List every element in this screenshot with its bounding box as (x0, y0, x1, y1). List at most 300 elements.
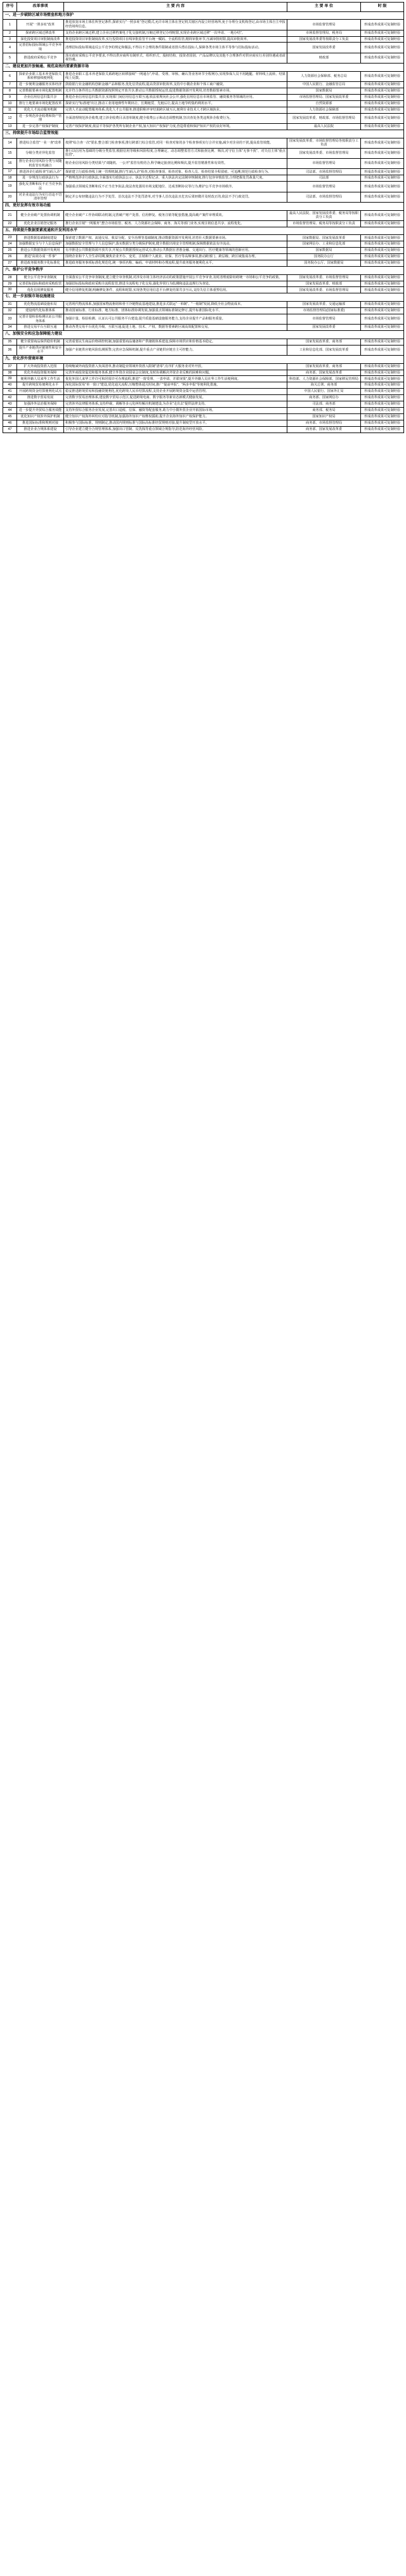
section-header-label: 二、建设更加开放畅通、规范高效的要素资源市场 (3, 64, 404, 72)
cell-no: 24 (3, 241, 17, 248)
cell-content: 推进放宽市场主体住所登记条件,探索实行"一照多址"登记模式,允许市场主体在登记机关辖区内设立经营场所,免于办理分支机构登记,由市场主体自主申报经营场所信息。 (64, 20, 287, 30)
cell-content: 落实政府采购公平竞争要求,不得以供应商所有制形式、组织形式、股权结构、投资者国别、产品品牌以及其他不合理条件对供应商实行差别待遇或者歧视待遇。 (64, 53, 287, 63)
cell-content: 完善重要民生商品价格调控机制,加强重要商品储备和产供储销体系建设,保障市场供应和价格基本稳定。 (64, 339, 287, 345)
cell-no: 44 (3, 407, 17, 413)
cell-unit: 国家发展改革委、财政部 (287, 281, 361, 287)
table-row (3, 413, 404, 420)
section-header-label: 五、持续提升数据要素流通和开发利用水平 (3, 227, 404, 235)
cell-task: 建设现代化标准体系 (17, 307, 64, 314)
table-row (3, 100, 404, 107)
table-head (3, 3, 404, 12)
section-header-row (3, 293, 404, 302)
cell-time: 形成改革成果可复制经验 (361, 235, 404, 241)
cell-unit: 自然资源部 (287, 100, 361, 107)
table-row (3, 401, 404, 408)
cell-task: 深化投资项目审批制度改革 (17, 36, 64, 43)
cell-content: 推进企业职工基本养老保险关系跨地区转移接续"一网通办",申请、受理、审核、确认等业务环节全程网办,实现参保人员不用跑腿、材料线上流转、结果线上反馈。 (64, 71, 287, 81)
cell-no: 7 (3, 82, 17, 88)
table-row (3, 260, 404, 267)
cell-no: 11 (3, 107, 17, 113)
cell-unit: 市场监督管理局、税务局等按职责分工负责 (287, 220, 361, 227)
table-row (3, 281, 404, 287)
cell-no: 14 (3, 138, 17, 148)
cell-time: 形成改革成果可复制经验 (361, 192, 404, 202)
cell-time: 形成改革成果可复制经验 (361, 382, 404, 389)
cell-unit: 人力资源社会保障部 (287, 107, 361, 113)
cell-time: 形成改革成果可复制经验 (361, 220, 404, 227)
cell-content: 加强招标投标和政府采购全流程监管,推进全流程电子化交易,强化异常行为监测和违法违规行为查处。 (64, 281, 287, 287)
table-row (3, 107, 404, 113)
table-row (3, 175, 404, 182)
cell-task: 优化知识产权涉外保护机制 (17, 413, 64, 420)
section-header-label: 八、加强安全和应急保障能力建设 (3, 331, 404, 339)
table-row (3, 36, 404, 43)
cell-time: 形成改革成果可复制经验 (361, 175, 404, 182)
table-header-row (3, 3, 404, 12)
section-header-row (3, 202, 404, 210)
cell-unit: 国务院办公厅 (287, 254, 361, 260)
cell-unit: 国家发展改革委、市场监督管理局 (287, 287, 361, 293)
table-row (3, 113, 404, 123)
cell-time: 形成改革成果可复制经验 (361, 82, 404, 88)
cell-unit: 中国人民银行、国家外汇局 (287, 389, 361, 395)
table-row (3, 339, 404, 345)
col-header-task: 改革事项 (17, 3, 64, 12)
table-row (3, 376, 404, 382)
cell-task: 企业信用信息归集共享 (17, 94, 64, 100)
cell-time: 形成改革成果可复制经验 (361, 159, 404, 169)
cell-content: 健全知识产权海外纠纷应对指导机制,加强海外知识产权维权援助,提升企业海外知识产权保护能力。 (64, 413, 287, 420)
cell-unit: 商务部、税务局 (287, 407, 361, 413)
col-header-unit: 主 要 单 位 (287, 3, 361, 12)
cell-task: 加强数据安全与个人信息保护 (17, 241, 64, 248)
cell-no: 37 (3, 363, 17, 370)
cell-time: 形成改革成果可复制经验 (361, 36, 404, 43)
cell-task: 推进数字贸易发展 (17, 395, 64, 401)
table-row (3, 235, 404, 241)
cell-unit: 司法部 (287, 175, 361, 182)
cell-task: 健全重要商品保供稳价机制 (17, 339, 64, 345)
cell-task: 强化反垄断和反不正当竞争执法 (17, 182, 64, 192)
cell-time: 形成改革成果可复制经验 (361, 260, 404, 267)
document-sheet (0, 0, 406, 437)
cell-content: 推动各类交易平台优化升级、互联互通,促进土地、技术、产权、数据等要素跨区域高效配置和交易。 (64, 325, 287, 331)
cell-time: 形成改革成果可复制经验 (361, 420, 404, 426)
cell-no: 15 (3, 148, 17, 158)
cell-task: 探索跨区域迁移改革 (17, 30, 64, 36)
cell-task: 分级分类差异化监管 (17, 148, 64, 158)
reform-task-table (3, 2, 404, 433)
cell-time: 形成改革成果可复制经验 (361, 370, 404, 376)
cell-content: 允许符合条件的公共数据资源按照规定开放共享,推动公共数据授权运营,促进数据资源开发利用,培育数据要素市场。 (64, 88, 287, 94)
cell-unit: 商务部、国家发展改革委 (287, 370, 361, 376)
cell-task: 进一步提升外贸综合服务效能 (17, 407, 64, 413)
cell-no: 35 (3, 339, 17, 345)
cell-content: 稳妥推进跨境贸易和投融资便利化,优化跨境人民币结算流程,支持企业开展跨境资金集中运营管理。 (64, 389, 287, 395)
table-row (3, 314, 404, 324)
cell-unit: 商务部、国家发展改革委 (287, 426, 361, 433)
cell-content: 加强计量、检验检测、认证认可公共服务平台建设,提升质量基础设施服务能力,支持企业提升产品和服务质量。 (64, 314, 287, 324)
cell-task: 健全企业破产处置协调机制 (17, 210, 64, 220)
cell-unit: 国家数据局、国家发展改革委 (287, 235, 361, 241)
col-header-time: 时 限 (361, 3, 404, 12)
cell-task: 开展"一照多址"改革 (17, 20, 64, 30)
cell-unit: 海关总署、商务部 (287, 382, 361, 389)
cell-content: 加强数据安全管理与个人信息保护,落实数据分类分级保护制度,健全数据出境安全管理机制,保障数据依法有序流动。 (64, 241, 287, 248)
table-row (3, 123, 404, 130)
cell-content: 推进投资项目审批制度改革,实行投资项目在线审批监管平台统一赋码、全流程监管,精简审批环节,压减审批时限,提高审批效率。 (64, 36, 287, 43)
cell-no: 30 (3, 287, 17, 293)
table-row (3, 248, 404, 254)
cell-time: 形成改革成果可复制经验 (361, 169, 404, 175)
cell-time: 形成改革成果可复制经验 (361, 281, 404, 287)
cell-content: 有序推进公共数据资源开放共享,开展公共数据授权运营试点,推动公共数据在普惠金融、交通出行、医疗健康等领域的创新应用。 (64, 248, 287, 254)
cell-no: 42 (3, 395, 17, 401)
cell-task: 推进数据基础制度建设 (17, 235, 64, 241)
cell-task: 进一步规范行政执法行为 (17, 175, 64, 182)
cell-content: 深化国际贸易"单一窗口"建设,优化通关流程,压缩整体通关时间,推广"提前申报"、"两步申报"等便利化措施。 (64, 382, 287, 389)
table-row (3, 210, 404, 220)
cell-no: 33 (3, 314, 17, 324)
cell-content: 支持企业跨区域迁移,建立企业迁移档案电子化交接机制,压缩迁移登记办理时限,实现企业跨区域迁移"一次申请、一地办结"。 (64, 30, 287, 36)
cell-time: 形成改革成果可复制经验 (361, 138, 404, 148)
cell-unit: 国家发展改革委、商务部 (287, 363, 361, 370)
table-body (3, 11, 404, 433)
cell-unit: 国家发展改革委、商务部 (287, 339, 361, 345)
cell-no: 1 (3, 20, 17, 30)
cell-no: 39 (3, 376, 17, 382)
cell-task: 完善数据要素市场化配置机制 (17, 88, 64, 94)
cell-content: 加强产业链供应链风险监测预警,完善应急保障机制,提升重点产业链供应链自主可控能力。 (64, 345, 287, 355)
cell-content: 按照"综合查一次"要求,整合部门检查事项,推行跨部门综合监管,对同一检查对象的多个检查事项实行合并实施,减少对企业的干扰,提高监管效能。 (64, 138, 287, 148)
cell-unit: 最高人民法院、国家发展改革委、税务局等按职责分工负责 (287, 210, 361, 220)
cell-time: 形成改革成果可复制经验 (361, 389, 404, 395)
section-header-row (3, 227, 404, 235)
cell-no: 28 (3, 274, 17, 281)
cell-time: 形成改革成果可复制经验 (361, 123, 404, 130)
cell-content: 完善现代物流体系,加强国家物流枢纽和骨干冷链物流基地建设,推进多式联运"一单制"、"一箱制"发展,降低全社会物流成本。 (64, 302, 287, 308)
cell-no: 21 (3, 210, 17, 220)
cell-unit: 国家知识产权局 (287, 413, 361, 420)
cell-task: 进一步完善产权保护制度 (17, 123, 64, 130)
section-header-label: 六、维护公平竞争秩序 (3, 266, 404, 274)
cell-time: 形成改革成果可复制经验 (361, 363, 404, 370)
cell-time: 形成改革成果可复制经验 (361, 401, 404, 408)
section-header-row (3, 266, 404, 274)
cell-no: 5 (3, 53, 17, 63)
cell-no: 9 (3, 94, 17, 100)
cell-task: 便利外籍人员来华工作生活 (17, 376, 64, 382)
cell-time: 形成改革成果可复制经验 (361, 210, 404, 220)
cell-task: 推行企业信用风险分类与双随机监管有机融合 (17, 159, 64, 169)
section-header-row (3, 64, 404, 72)
table-row (3, 426, 404, 433)
cell-time: 形成改革成果可复制经验 (361, 241, 404, 248)
cell-task: 推进综合监管"一业一查"改革 (17, 138, 64, 148)
cell-no: 13 (3, 123, 17, 130)
cell-content: 支持外贸综合服务企业发展,完善出口退税、信保、融资等配套服务,助力中小微外贸企业开拓国际市场。 (64, 407, 287, 413)
table-row (3, 389, 404, 395)
cell-time: 形成改革成果可复制经验 (361, 20, 404, 30)
cell-unit: 市场监督管理局、税务局 (287, 30, 361, 36)
table-row (3, 420, 404, 426)
table-row (3, 53, 404, 63)
cell-task: 优化企业注销登记服务 (17, 220, 64, 227)
cell-unit: 国家发展改革委 (287, 43, 361, 53)
cell-content: 完善数字贸易治理体系,建设数字贸易示范区,促进跨境电商、数字服务等新业态新模式健康发展。 (64, 395, 287, 401)
table-row (3, 407, 404, 413)
cell-task: 对企业违法行为实行首违不罚清单管理 (17, 192, 64, 202)
cell-task: 提升产业链供应链韧性和安全水平 (17, 345, 64, 355)
table-row (3, 370, 404, 376)
cell-time: 形成改革成果可复制经验 (361, 88, 404, 94)
table-row (3, 395, 404, 401)
cell-unit: 国家发展改革委、交通运输部 (287, 302, 361, 308)
table-row (3, 192, 404, 202)
table-row (3, 307, 404, 314)
cell-task: 进一步规范涉企收费和资产管理 (17, 113, 64, 123)
cell-task: 进一步便利金融服务实体经济 (17, 82, 64, 88)
cell-task: 推进企业合规体系建设 (17, 426, 64, 433)
cell-unit: 中国人民银行、金融监管总局 (287, 82, 361, 88)
cell-content: 探索建立数据产权、流通交易、收益分配、安全治理等基础制度,推动数据资源开发利用,培育壮大数据要素市场。 (64, 235, 287, 241)
table-row (3, 71, 404, 81)
cell-no: 4 (3, 43, 17, 53)
cell-time: 形成改革成果可复制经验 (361, 339, 404, 345)
cell-unit: 商务部、市场监督管理局 (287, 420, 361, 426)
cell-no: 17 (3, 169, 17, 175)
cell-no: 27 (3, 260, 17, 267)
cell-unit: 国家发展改革委、市场监督管理局 (287, 274, 361, 281)
col-header-content: 主 要 内 容 (64, 3, 287, 12)
table-row (3, 182, 404, 192)
section-header-row (3, 11, 404, 20)
cell-content: 引导企业建立健全合规管理体系,加强出口管制、反洗钱等重点领域合规指导,防范海外经营风险。 (64, 426, 287, 433)
cell-no: 10 (3, 100, 17, 107)
cell-content: 清理招标投标领域违反公平竞争的规定和做法,不得以不合理的条件限制或者排斥潜在投标人,保障各类市场主体平等参与招标投标活动。 (64, 43, 287, 53)
cell-no: 26 (3, 254, 17, 260)
cell-no: 6 (3, 71, 17, 81)
cell-content: 全面清理规范涉企收费,建立涉企收费目录清单制度,健全收费公示和动态调整机制,坚决查处各类违规涉企收费行为。 (64, 113, 287, 123)
cell-no: 19 (3, 182, 17, 192)
cell-unit: 财政部 (287, 53, 361, 63)
cell-no: 34 (3, 325, 17, 331)
cell-content: 完善涉外法律服务体系,支持仲裁、调解等多元化纠纷解决机制建设,为企业"走出去"提供法律支持。 (64, 401, 287, 408)
cell-time: 形成改革成果可复制经验 (361, 94, 404, 100)
cell-task: 完善计量检验检测认证公共服务体系 (17, 314, 64, 324)
table-row (3, 363, 404, 370)
cell-content: 优化外国人来华工作许可和居留许可办理流程,推进"一窗受理、一表申请、并联审批",提升外籍人员在华工作生活便利度。 (64, 376, 287, 382)
cell-unit: 国家发展改革委、市场监督管理局 (287, 148, 361, 158)
cell-time: 形成改革成果可复制经验 (361, 314, 404, 324)
cell-no: 46 (3, 420, 17, 426)
cell-time: 形成改革成果可复制经验 (361, 274, 404, 281)
cell-task: 推进"高效办成一件事" (17, 254, 64, 260)
cell-time: 形成改革成果可复制经验 (361, 43, 404, 53)
cell-time: 形成改革成果可复制经验 (361, 325, 404, 331)
cell-no: 3 (3, 36, 17, 43)
cell-content: 推进政务服务事项标准化规范化,统一事项名称、编码、申请材料和办理流程,提升政务服务便利化水平。 (64, 260, 287, 267)
cell-task: 加强涉外法治服务保障 (17, 401, 64, 408)
cell-no: 20 (3, 192, 17, 202)
cell-content: 严格规范涉企行政执法,全面落实行政执法公示、执法全过程记录、重大执法决定法制审核制度,推行包容审慎监管,合理把握处罚裁量尺度。 (64, 175, 287, 182)
table-row (3, 254, 404, 260)
cell-no: 18 (3, 175, 17, 182)
cell-unit: 商务部、国家网信办 (287, 395, 361, 401)
cell-time: 形成改革成果可复制经验 (361, 107, 404, 113)
table-row (3, 159, 404, 169)
cell-content: 完善人才流动配置服务体系,优化人才公共服务,推进职称评审结果跨区域互认,便利专业技术人才跨区域执业。 (64, 107, 287, 113)
cell-time: 形成改革成果可复制经验 (361, 100, 404, 107)
cell-task: 扩大外商投资准入范围 (17, 363, 64, 370)
cell-no: 2 (3, 30, 17, 36)
cell-content: 围绕企业和个人全生命周期,聚焦企业开办、变更、注销和个人就业、社保、医疗等高频事项,推动跨部门、跨层级、跨区域集成办理。 (64, 254, 287, 260)
cell-task: 完善招标投标领域公平竞争环境 (17, 43, 64, 53)
section-header-label: 九、优化涉外营商环境 (3, 355, 404, 363)
cell-no: 23 (3, 235, 17, 241)
cell-unit: 市场监督管理局 (287, 159, 361, 169)
cell-time: 形成改革成果可复制经验 (361, 148, 404, 158)
section-header-label: 七、进一步加强市场设施建设 (3, 293, 404, 302)
cell-task: 推进公共数据资源开发利用 (17, 248, 64, 254)
cell-time: 形成改革成果可复制经验 (361, 307, 404, 314)
cell-content: 持续缩减外商投资准入负面清单,推动制造业领域外资准入限制"清零",有序扩大服务业对外开放。 (64, 363, 287, 370)
table-row (3, 287, 404, 293)
cell-no: 12 (3, 113, 17, 123)
table-row (3, 20, 404, 30)
table-row (3, 88, 404, 94)
cell-unit: 市场监督管理局、国家发展改革委 (287, 94, 361, 100)
cell-time: 形成改革成果可复制经验 (361, 395, 404, 401)
section-header-row (3, 355, 404, 363)
cell-content: 将企业信用风险分类结果与"双随机、一公开"监管有机结合,科学确定抽查比例和频次,提升监管精准性和有效性。 (64, 159, 287, 169)
cell-unit: 国家数据局 (287, 88, 361, 94)
table-row (3, 94, 404, 100)
table-row (3, 148, 404, 158)
cell-unit: 国家发展改革委、市场监督管理局等按职责分工负责 (287, 138, 361, 148)
cell-no: 16 (3, 159, 17, 169)
table-row (3, 302, 404, 308)
table-row (3, 82, 404, 88)
section-header-row (3, 130, 404, 138)
table-row (3, 43, 404, 53)
cell-no: 38 (3, 370, 17, 376)
cell-content: 推行企业注销"一网服务",整合市场监管、税务、人力资源社会保障、商务、海关等部门业务,实现注销信息共享、流程优化。 (64, 220, 287, 227)
cell-task: 推进国际标准和规则对接 (17, 420, 64, 426)
cell-content: 完善外商投资促进和服务体系,健全外资企业圆桌会议制度,及时协调解决外资企业反映的困难和问题。 (64, 370, 287, 376)
cell-task: 开展跨境资金结算便利化试点 (17, 389, 64, 395)
cell-unit: 国家发展改革委、财政部、市场监督管理局 (287, 113, 361, 123)
cell-task: 推进政府采购公平竞争 (17, 53, 64, 63)
cell-unit: 司法部、商务部 (287, 401, 361, 408)
table-row (3, 169, 404, 175)
cell-content: 健全信用修复机制,明确修复条件、流程和时限,实现各类信用信息平台修复结果共享互认,支持失信主体重塑信用。 (64, 287, 287, 293)
cell-time: 形成改革成果可复制经验 (361, 345, 404, 355)
cell-unit: 市场监督管理局(国家标准委) (287, 307, 361, 314)
table-row (3, 382, 404, 389)
cell-task: 推进政务服务数字化标准化 (17, 260, 64, 267)
cell-time: 形成改革成果可复制经验 (361, 53, 404, 63)
cell-content: 健全企业破产工作协调联动机制,完善破产财产处置、信用修复、税务注销等配套措施,提高破产案件审理质效。 (64, 210, 287, 220)
cell-no: 47 (3, 426, 17, 433)
cell-no: 32 (3, 307, 17, 314)
cell-time: 形成改革成果可复制经验 (361, 182, 404, 192)
cell-content: 探索建立行政检查线上统一管理机制,推行"扫码入企"检查,对检查事项、检查对象、检查人员、检查结果全程留痕、可追溯,规范行政检查行为。 (64, 169, 287, 175)
cell-unit: 最高人民法院 (287, 123, 361, 130)
cell-task: 优化物流基础设施布局 (17, 302, 64, 308)
cell-unit: 司法部、市场监督管理局 (287, 192, 361, 202)
cell-no: 25 (3, 248, 17, 254)
cell-content: 积极参与国际标准、规则制定,推动国内规则标准与国际高标准经贸规则对接,提升制度型开放水平。 (64, 420, 287, 426)
cell-unit: 国家网信办、工业和信息化部 (287, 241, 361, 248)
cell-unit: 市场监督管理局 (287, 20, 361, 30)
cell-time: 形成改革成果可复制经验 (361, 71, 404, 81)
cell-unit: 国家发展改革委等按职责分工负责 (287, 36, 361, 43)
cell-time: 形成改革成果可复制经验 (361, 113, 404, 123)
cell-time: 形成改革成果可复制经验 (361, 248, 404, 254)
cell-content: 加强重点领域反垄断和反不正当竞争执法,依法查处滥用市场支配地位、达成垄断协议等行为,维护公平竞争市场秩序。 (64, 182, 287, 192)
cell-no: 41 (3, 389, 17, 395)
cell-unit: 人力资源社会保障部、税务总局 (287, 71, 361, 81)
cell-no: 8 (3, 88, 17, 94)
cell-content: 完善产权保护制度,依法平等保护各类所有制企业产权,加大知识产权保护力度,营造尊重和保护知识产权的良好环境。 (64, 123, 287, 130)
table-row (3, 325, 404, 331)
cell-time: 形成改革成果可复制经验 (361, 426, 404, 433)
cell-time: 形成改革成果可复制经验 (361, 254, 404, 260)
table-row (3, 220, 404, 227)
cell-task: 探索企业职工基本养老保险关系转移接续便利化 (17, 71, 64, 81)
cell-unit: 市场监督管理局 (287, 182, 361, 192)
cell-content: 推动国家标准、行业标准、地方标准、团体标准协调发展,加强重点领域标准制定修订,提升标准国际化水平。 (64, 307, 287, 314)
cell-task: 推进涉企行政检查"扫码入企" (17, 169, 64, 175)
cell-content: 全面落实公平竞争审查制度,建立健全审查机制,对涉及市场主体经济活动的政策措施开展公平竞争审查,及时清理废除妨碍统一市场和公平竞争的政策。 (64, 274, 287, 281)
cell-time: 形成改革成果可复制经验 (361, 413, 404, 420)
section-header-label: 三、持续提升市场综合监管效能 (3, 130, 404, 138)
cell-content: 制定并公布轻微违法行为不予处罚、首次违法不予处罚清单,对当事人首次违法且危害后果轻微并及时改正的,依法不予行政处罚。 (64, 192, 287, 202)
cell-unit: 国家数据局 (287, 248, 361, 254)
cell-task: 优化信用修复服务 (17, 287, 64, 293)
cell-no: 45 (3, 413, 17, 420)
cell-content: 鼓励银行业金融机构创新金融产品和服务,优化信贷流程,提高贷款审批效率,支持中小微企业和个体工商户融资。 (64, 82, 287, 88)
cell-task: 优化人才流动服务机制 (17, 107, 64, 113)
cell-no: 29 (3, 281, 17, 287)
cell-time: 形成改革成果可复制经验 (361, 287, 404, 293)
table-row (3, 345, 404, 355)
cell-unit: 国务院办公厅、国家数据局 (287, 260, 361, 267)
section-header-row (3, 331, 404, 339)
table-row (3, 138, 404, 148)
table-row (3, 274, 404, 281)
cell-no: 31 (3, 302, 17, 308)
section-header-label: 四、更好发挥有效市场功能 (3, 202, 404, 210)
cell-no: 40 (3, 382, 17, 389)
cell-task: 健全公平竞争审查制度 (17, 274, 64, 281)
cell-unit: 司法部、市场监督管理局 (287, 169, 361, 175)
cell-task: 推行土地要素市场化配置改革 (17, 100, 64, 107)
cell-unit: 市场监督管理局 (287, 314, 361, 324)
cell-task: 优化外商投资服务保障 (17, 370, 64, 376)
cell-no: 22 (3, 220, 17, 227)
cell-time: 形成改革成果可复制经验 (361, 407, 404, 413)
table-row (3, 241, 404, 248)
cell-content: 探索实行"标准地"出让,推动工业用地弹性年期出让、长期租赁、先租后让,提高土地节约集约利用水平。 (64, 100, 287, 107)
cell-unit: 工业和信息化部、国家发展改革委 (287, 345, 361, 355)
cell-task: 完善招标投标和政府采购监管 (17, 281, 64, 287)
cell-time: 形成改革成果可复制经验 (361, 30, 404, 36)
cell-no: 36 (3, 345, 17, 355)
cell-no: 43 (3, 401, 17, 408)
table-row (3, 30, 404, 36)
